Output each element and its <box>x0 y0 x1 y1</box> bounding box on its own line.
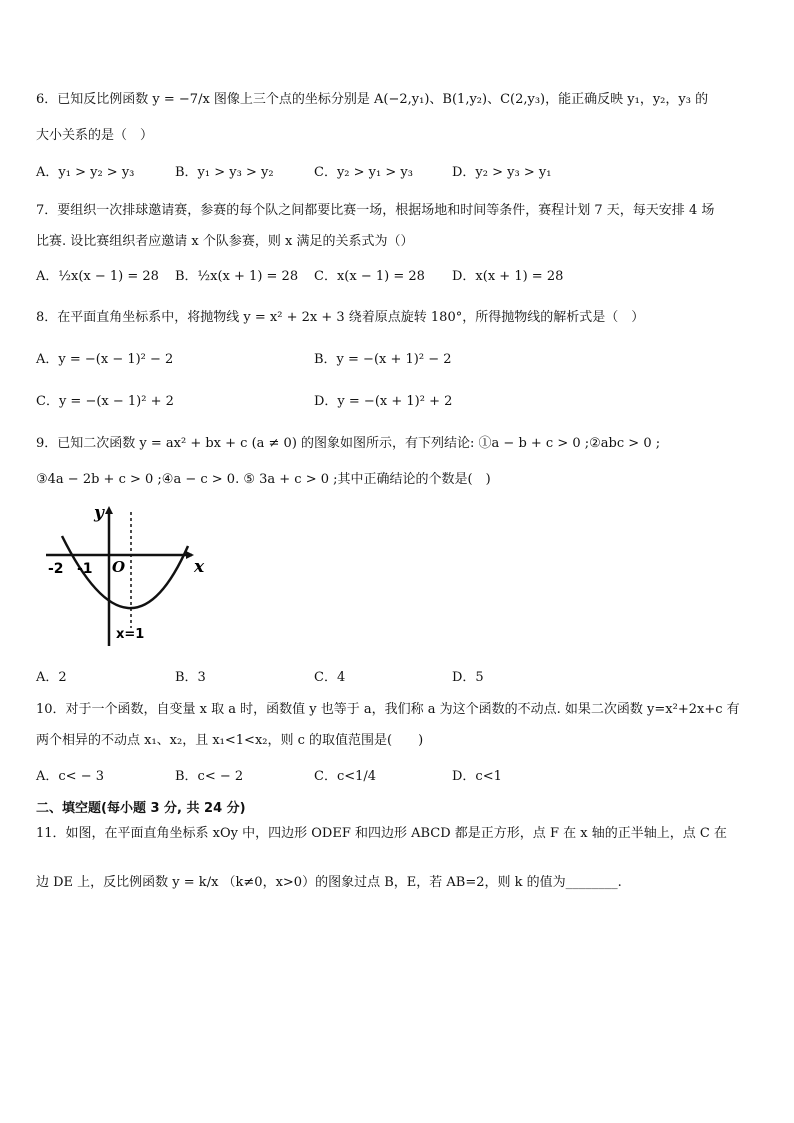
q11-stem: 11．如图，在平面直角坐标系 xOy 中，四边形 ODEF 和四边形 ABCD 都是正方形，点 F 在 x 轴的正半轴上，点 C 在 <box>36 826 727 841</box>
q7-stem: 7．要组织一次排球邀请赛，参赛的每个队之间都要比赛一场，根据场地和时间等条件，赛程计划 7 天，每天安排 4 场 <box>36 203 715 218</box>
q10-option-a: A．c< − 3 <box>36 769 104 784</box>
q7-option-a: A．½x(x − 1) = 28 <box>36 269 159 284</box>
q9-option-a: A．2 <box>36 670 67 685</box>
q6-stem: 6．已知反比例函数 y = −7/x 图像上三个点的坐标分别是 A(−2,y₁)、B(1,y₂)、C(2,y₃)，能正确反映 y₁，y₂，y₃ 的 <box>36 92 709 107</box>
q7-stem-cont: 比赛. 设比赛组织者应邀请 x 个队参赛，则 x 满足的关系式为（） <box>36 234 414 249</box>
tick-label-neg1: -1 <box>77 561 93 577</box>
q11-stem-cont: 边 DE 上，反比例函数 y = k/x （k≠0，x>0）的图象过点 B，E，若 AB=2，则 k 的值为________. <box>36 875 622 890</box>
q9-parabola-graph <box>44 500 214 650</box>
q6-option-c: C．y₂ > y₁ > y₃ <box>314 165 413 180</box>
q8-option-d: D．y = −(x + 1)² + 2 <box>314 394 453 409</box>
q7-option-c: C．x(x − 1) = 28 <box>314 269 425 284</box>
symmetry-axis-label: x=1 <box>116 627 145 642</box>
x-axis-arrow <box>186 551 194 559</box>
q9-option-b: B．3 <box>175 670 206 685</box>
q8-option-b: B．y = −(x + 1)² − 2 <box>314 352 452 367</box>
q9-option-d: D．5 <box>452 670 484 685</box>
q6-option-b: B．y₁ > y₃ > y₂ <box>175 165 274 180</box>
q6-option-d: D．y₂ > y₃ > y₁ <box>452 165 552 180</box>
q10-option-d: D．c<1 <box>452 769 502 784</box>
q6-stem-cont: 大小关系的是（ ） <box>36 128 154 143</box>
q7-option-d: D．x(x + 1) = 28 <box>452 269 564 284</box>
q6-option-a: A．y₁ > y₂ > y₃ <box>36 165 135 180</box>
q8-stem: 8．在平面直角坐标系中，将抛物线 y = x² + 2x + 3 绕着原点旋转 180°，所得抛物线的解析式是（ ） <box>36 310 645 325</box>
q8-option-c: C．y = −(x − 1)² + 2 <box>36 394 174 409</box>
origin-label: O <box>112 558 126 576</box>
q10-option-c: C．c<1/4 <box>314 769 377 784</box>
y-axis-arrow <box>105 506 113 514</box>
q9-stem: 9．已知二次函数 y = ax² + bx + c (a ≠ 0) 的图象如图所示，有下列结论: ①a − b + c > 0 ;②abc > 0 ; <box>36 436 661 451</box>
q8-option-a: A．y = −(x − 1)² − 2 <box>36 352 174 367</box>
section-heading: 二、填空题(每小题 3 分, 共 24 分) <box>36 801 246 816</box>
tick-label-neg2: -2 <box>48 561 64 577</box>
y-axis-label: y <box>94 503 104 523</box>
q9-option-c: C．4 <box>314 670 346 685</box>
q7-option-b: B．½x(x + 1) = 28 <box>175 269 299 284</box>
q10-option-b: B．c< − 2 <box>175 769 244 784</box>
q10-stem-cont: 两个相异的不动点 x₁、x₂，且 x₁<1<x₂，则 c 的取值范围是( ) <box>36 733 424 748</box>
x-axis-label: x <box>194 557 205 577</box>
q9-stem-cont: ③4a − 2b + c > 0 ;④a − c > 0. ⑤ 3a + c > 0 ;其中正确结论的个数是( ) <box>36 472 491 487</box>
q10-stem: 10．对于一个函数，自变量 x 取 a 时，函数值 y 也等于 a，我们称 a 为这个函数的不动点. 如果二次函数 y=x²+2x+c 有 <box>36 702 740 717</box>
